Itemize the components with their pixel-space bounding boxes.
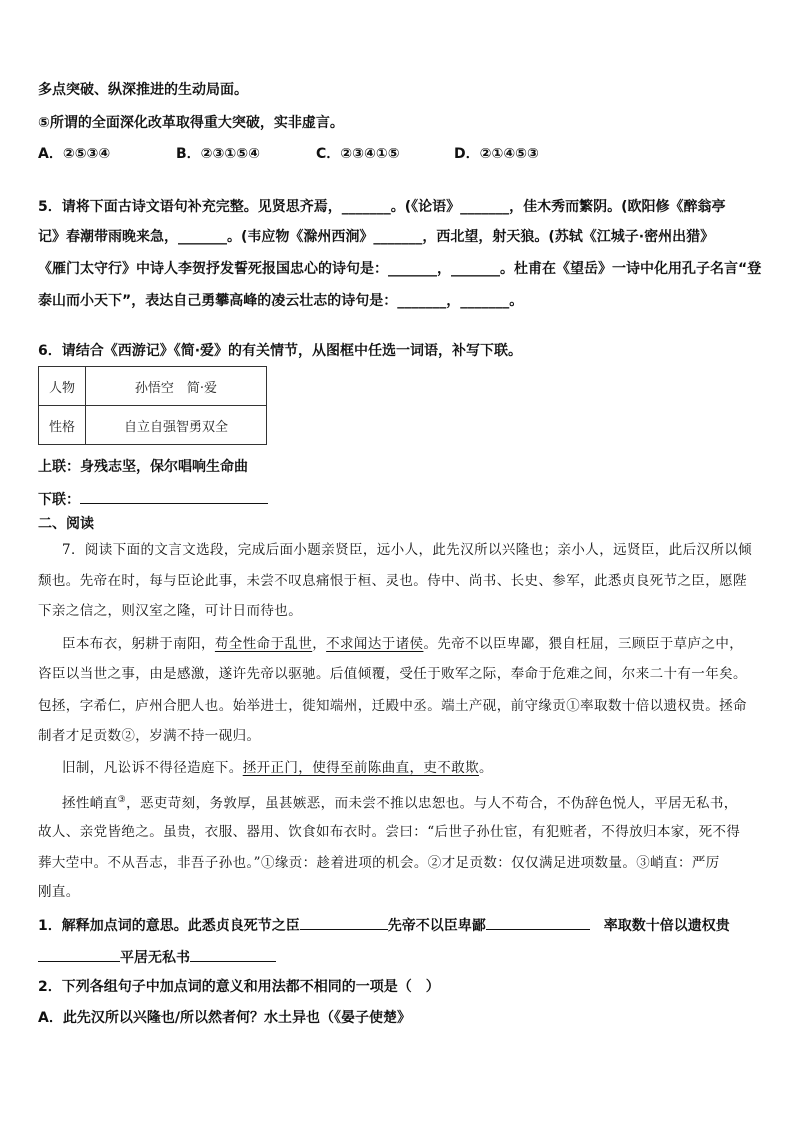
subquestion-2-stem: 2．下列各组句子中加点词的意义和用法都不相同的一项是（ ） — [38, 979, 440, 995]
table-body-cell: 孙悟空 简·爱 — [86, 367, 267, 406]
passage-text: 旧制，凡讼诉不得径造庭下。 — [62, 760, 243, 776]
passage-p5-line3: 葬大茔中。不从吾志，非吾子孙也。”①缘贡：趁着进项的机会。②才足贡数：仅仅满足进项数量。③峭直：严厉 — [38, 855, 720, 871]
answer-blank[interactable] — [38, 946, 120, 962]
statement-5: ⑤所谓的全面深化改革取得重大突破，实非虚言。 — [38, 115, 344, 131]
answer-blank[interactable] — [300, 914, 388, 930]
underlined-phrase: 苟全性命于乱世 — [214, 636, 313, 652]
option-c[interactable]: C．②③④①⑤ — [316, 146, 400, 162]
underlined-phrase: 不求闻达于诸侯 — [326, 636, 424, 652]
q5-line-2: 记》春潮带雨晚来急，_______。(韦应物《滁州西涧》_______，西北望，射天狼。(苏轼《江城子·密州出猎》 — [38, 229, 715, 245]
q4-options — [38, 144, 764, 164]
q5-line-3: 《雁门太守行》中诗人李贺抒发誓死报国忠心的诗句是：_______，_______。杜甫在《望岳》一诗中化用孔子名言“登 — [38, 261, 762, 277]
passage-text: 。 — [479, 760, 493, 776]
table-body-cell: 自立自强智勇双全 — [86, 406, 267, 445]
passage-p5-line1 — [62, 790, 764, 814]
table-row — [39, 367, 267, 406]
q6-stem: 6．请结合《西游记》《简·爱》的有关情节，从图框中任选一词语，补写下联。 — [38, 343, 523, 359]
word-box-table — [38, 366, 267, 445]
passage-p3-line1: 包拯，字希仁，庐州合肥人也。始举进士，徙知端州，迁殿中丞。端土产砚，前守缘贡①率取数十倍以遗权贵。拯命 — [38, 698, 747, 714]
passage-p1-line1: 7．阅读下面的文言文选段，完成后面小题亲贤臣，远小人，此先汉所以兴隆也；亲小人，远贤臣，此后汉所以倾 — [62, 542, 753, 558]
q5-line-4: 泰山而小天下”，表达自己勇攀高峰的凌云壮志的诗句是：_______，_______。 — [38, 293, 524, 309]
passage-text: ，恶吏苛刻，务敦厚，虽甚嫉恶，而未尝不推以忠恕也。与人不苟合，不伪辞色悦人，平居无私书， — [126, 795, 738, 812]
option-b[interactable]: B．②③①⑤④ — [176, 146, 260, 162]
passage-p3-line2: 制者才足贡数②，岁满不持一砚归。 — [38, 728, 261, 744]
table-head-cell: 人物 — [39, 367, 86, 406]
subquestion-1-line1 — [38, 914, 764, 936]
subquestion-text: 1．解释加点词的意思。此悉贞良死节之臣 — [38, 918, 300, 934]
subquestion-text: 先帝不以臣卑鄙 — [387, 918, 486, 934]
passage-p2-line2: 咨臣以当世之事，由是感激，遂许先帝以驱驰。后值倾覆，受任于败军之际，奉命于危难之间，尔来二十有一年矣。 — [38, 666, 747, 682]
passage-p1-line2: 颓也。先帝在时，每与臣论此事，未尝不叹息痛恨于桓、灵也。侍中、尚书、长史、参军，此悉贞良死节之臣，愿陛 — [38, 573, 747, 589]
passage-p2-line1 — [62, 634, 764, 654]
subquestion-text: 平居无私书 — [120, 950, 190, 966]
table-head-cell: 性格 — [39, 406, 86, 445]
subquestion-2-option-a[interactable]: A．此先汉所以兴隆也/所以然者何？水土异也（《晏子使楚》 — [38, 1010, 411, 1026]
passage-p5-line2: 故人、亲党皆绝之。虽贵，衣服、器用、饮食如布衣时。尝曰：“后世子孙仕宦，有犯赃者，不得放归本家，死不得 — [38, 824, 741, 840]
table-row — [39, 406, 267, 445]
passage-text: 拯性峭直 — [62, 795, 118, 812]
option-d[interactable]: D．②①④⑤③ — [454, 146, 539, 162]
passage-text: 臣本布衣，躬耕于南阳， — [62, 636, 215, 652]
option-a[interactable]: A．②⑤③④ — [38, 146, 111, 162]
footnote-marker: ③ — [117, 795, 127, 805]
lower-couplet-label: 下联： — [38, 492, 80, 508]
lower-couplet — [38, 488, 764, 510]
q5-line-1: 5．请将下面古诗文语句补充完整。见贤思齐焉，_______。(《论语》_______，佳木秀而繁阴。(欧阳修《醉翁亭 — [38, 199, 726, 215]
answer-blank[interactable] — [486, 914, 590, 930]
upper-couplet: 上联：身残志坚，保尔唱响生命曲 — [38, 459, 248, 475]
passage-p4 — [62, 758, 764, 778]
passage-p5-line4: 刚直。 — [38, 884, 80, 900]
subquestion-1-line2 — [38, 946, 764, 968]
answer-blank[interactable] — [190, 946, 276, 962]
underlined-phrase: 拯开正门，使得至前陈曲直，吏不敢欺 — [242, 760, 480, 776]
passage-text: 。先帝不以臣卑鄙，猥自枉屈，三顾臣于草庐之中， — [423, 636, 744, 652]
subquestion-text: 率取数十倍以遗权贵 — [603, 918, 730, 934]
section-heading: 二、阅读 — [38, 516, 94, 532]
continued-text: 多点突破、纵深推进的生动局面。 — [38, 82, 248, 98]
passage-text: ， — [312, 636, 327, 652]
passage-p1-line3: 下亲之信之，则汉室之隆，可计日而待也。 — [38, 603, 303, 619]
lower-couplet-answer-blank[interactable] — [80, 488, 268, 504]
